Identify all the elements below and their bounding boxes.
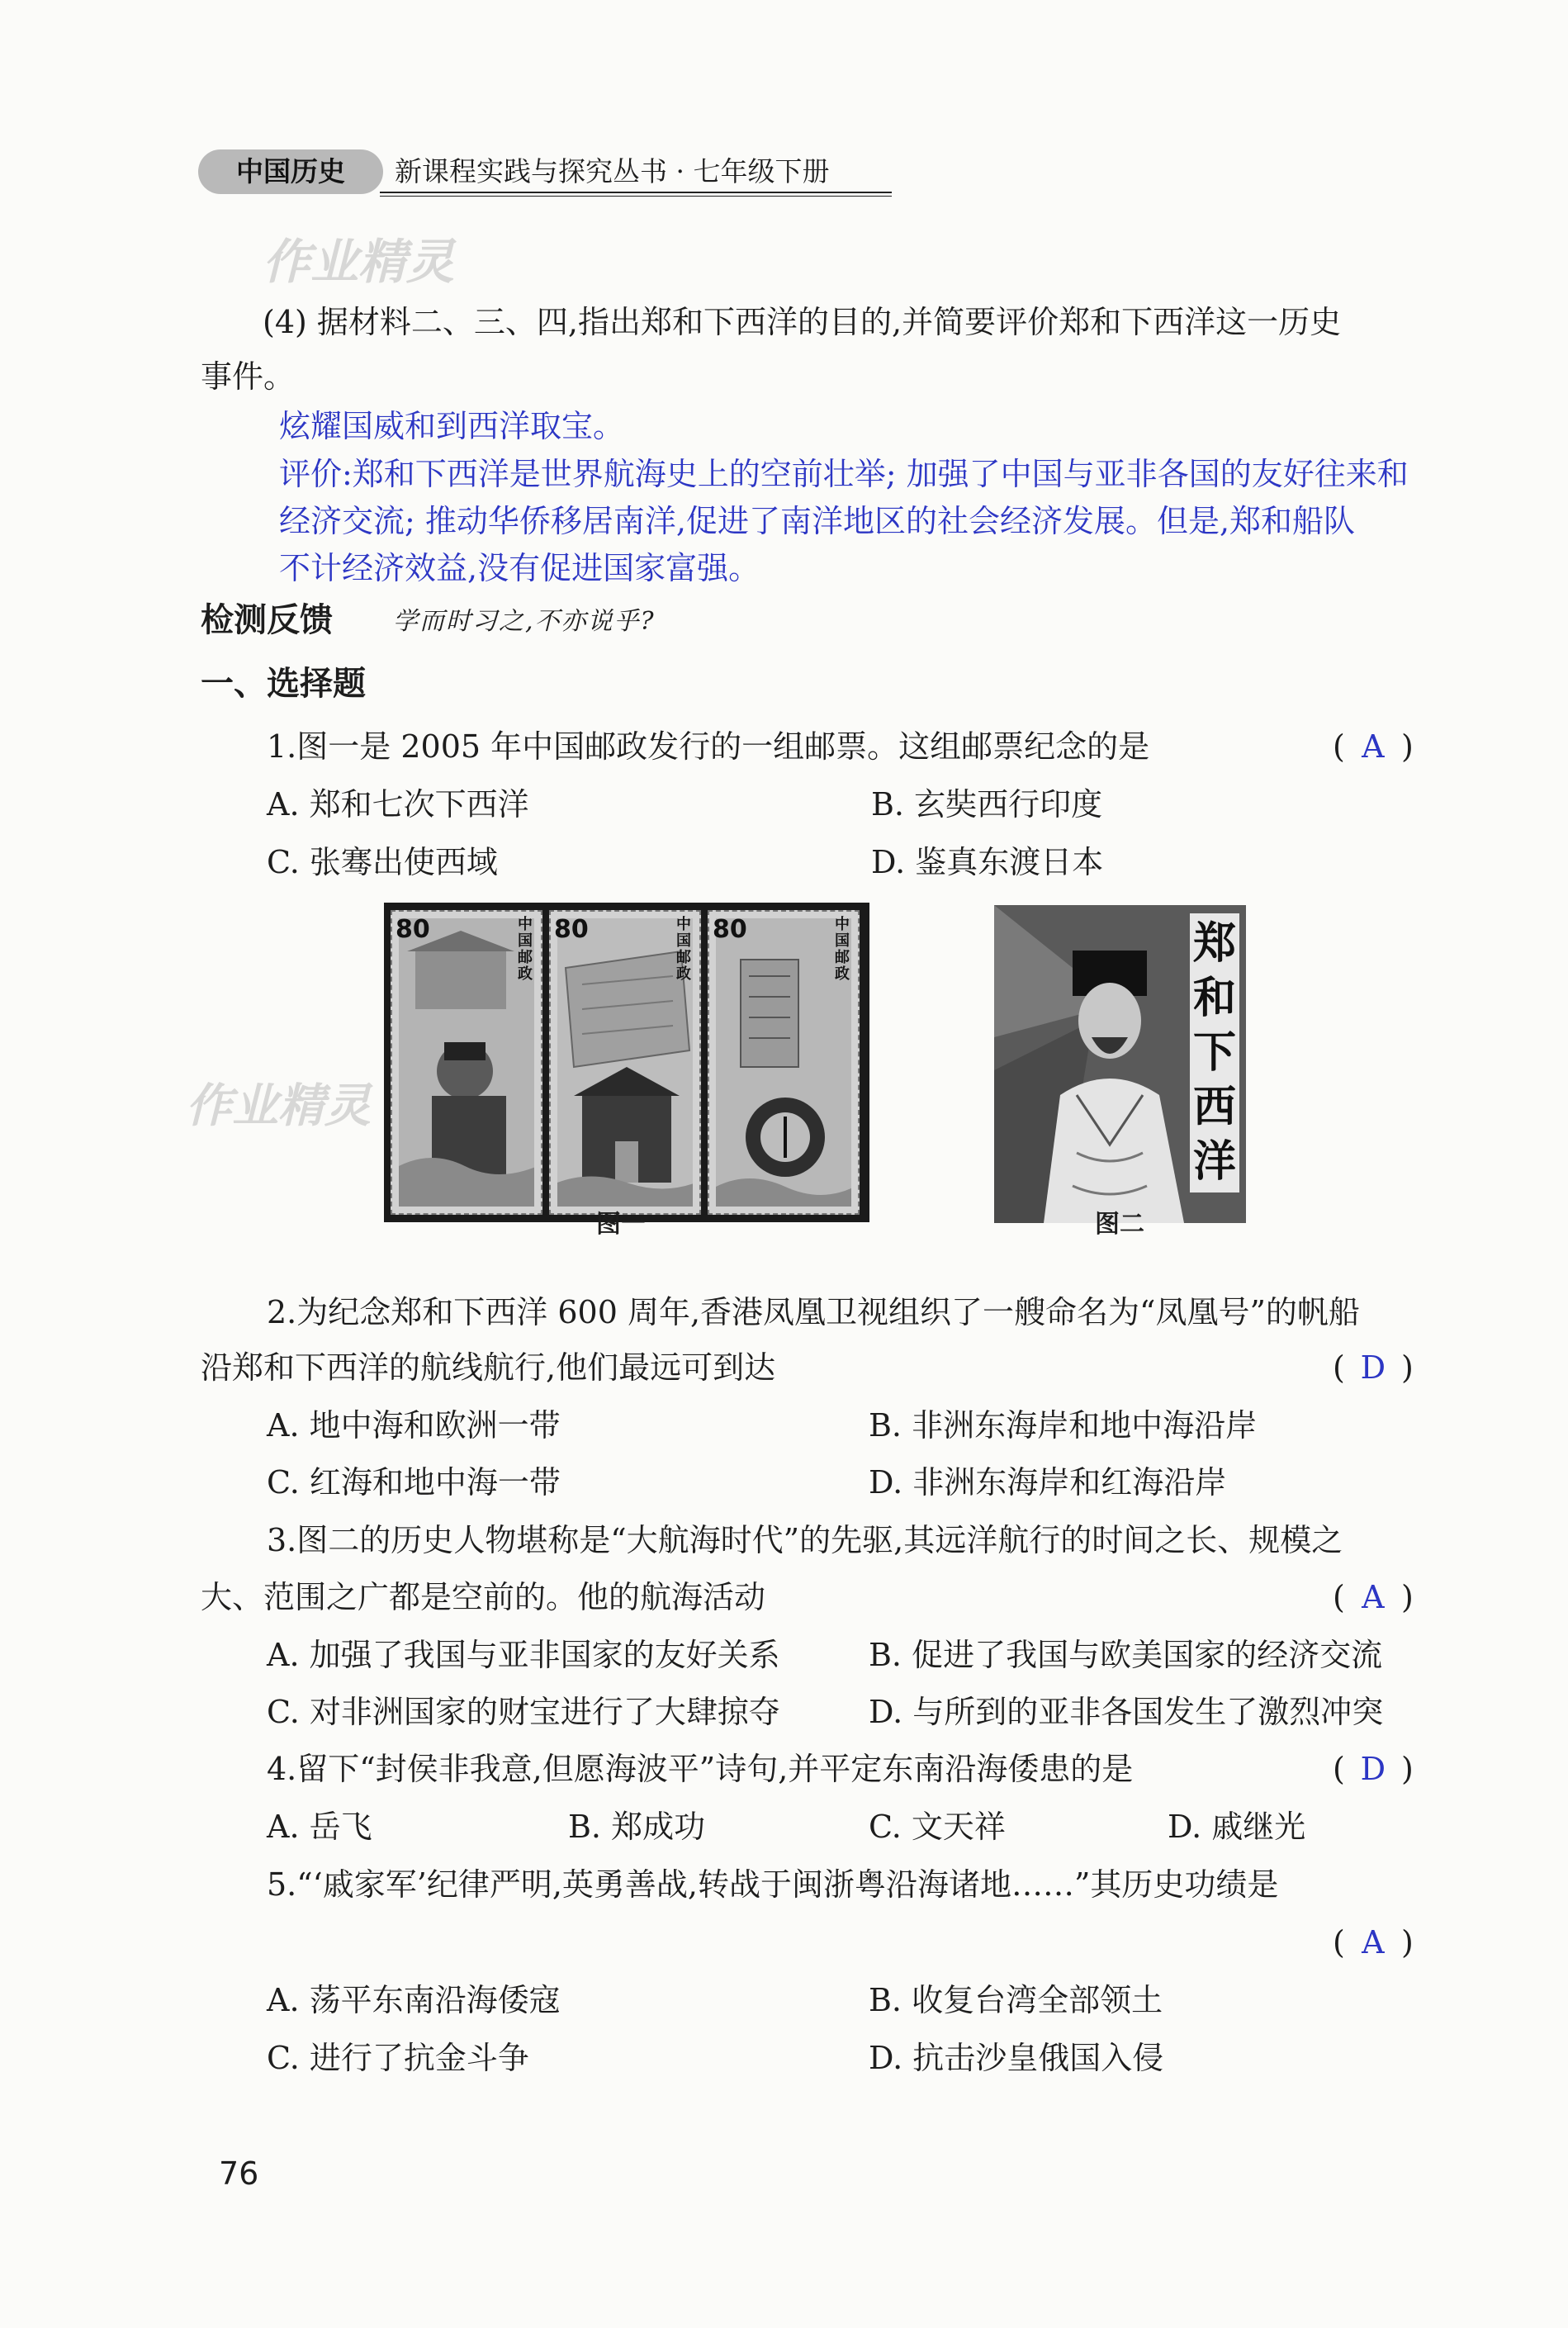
- q2-answer-box: ( D ): [1333, 1349, 1414, 1386]
- q2-option-b: B. 非洲东海岸和地中海沿岸: [869, 1407, 1258, 1444]
- q3-stem-line-1: 3.图二的历史人物堪称是“大航海时代”的先驱,其远洋航行的时间之长、规模之: [267, 1522, 1343, 1558]
- page-number: 76: [219, 2155, 259, 2192]
- q3-option-d: D. 与所到的亚非各国发生了激烈冲突: [869, 1694, 1384, 1730]
- stamp-2-value: 80: [554, 915, 589, 944]
- q5-option-d: D. 抗击沙皇俄国入侵: [869, 2040, 1164, 2076]
- figure-2-portrait: [994, 905, 1246, 1223]
- q4-text-line-1: (4) 据材料二、三、四,指出郑和下西洋的目的,并简要评价郑和下西洋这一历史: [263, 304, 1342, 340]
- section-title: 检测反馈: [201, 601, 333, 639]
- q3-option-b: B. 促进了我国与欧美国家的经济交流: [869, 1637, 1383, 1673]
- book-series-title: 新课程实践与探究丛书 · 七年级下册: [395, 155, 830, 187]
- choice-subtitle: 一、选择题: [201, 665, 366, 703]
- q5-answer: A: [1362, 1924, 1385, 1961]
- q5-option-a: A. 荡平东南沿海倭寇: [267, 1982, 561, 2018]
- q2-stem-line-1: 2.为纪念郑和下西洋 600 周年,香港凤凰卫视组织了一艘命名为“凤凰号”的帆船: [267, 1294, 1360, 1330]
- q4-answer-eval-line-2: 经济交流; 推动华侨移居南洋,促进了南洋地区的社会经济发展。但是,郑和船队: [279, 503, 1356, 539]
- q4c-answer-box: ( D ): [1333, 1751, 1414, 1787]
- q4c-stem: 4.留下“封侯非我意,但愿海波平”诗句,并平定东南沿海倭患的是: [267, 1751, 1134, 1787]
- stamp-1: [391, 910, 542, 1215]
- q2-option-a: A. 地中海和欧洲一带: [267, 1407, 561, 1444]
- q5-answer-box: ( A ): [1333, 1924, 1414, 1961]
- q4c-option-b: B. 郑成功: [568, 1809, 706, 1845]
- watermark-middle: 作业精灵: [186, 1079, 371, 1133]
- section-motto: 学而时习之,不亦说乎?: [393, 607, 656, 636]
- q4-text-line-2: 事件。: [201, 358, 296, 395]
- stamp-2: [549, 910, 701, 1215]
- q3-answer: A: [1362, 1579, 1385, 1615]
- q2-stem-line-2: 沿郑和下西洋的航线航行,他们最远可到达: [201, 1349, 776, 1386]
- q3-stem-line-2: 大、范围之广都是空前的。他的航海活动: [201, 1579, 766, 1615]
- q5-stem: 5.“‘戚家军’纪律严明,英勇善战,转战于闽浙粤沿海诸地……”其历史功绩是: [267, 1866, 1279, 1903]
- q2-answer: D: [1360, 1349, 1386, 1386]
- q2-option-d: D. 非洲东海岸和红海沿岸: [869, 1464, 1227, 1501]
- header-rule: [380, 192, 892, 193]
- stamp-3: [708, 910, 860, 1215]
- q1-stem: 1.图一是 2005 年中国邮政发行的一组邮票。这组邮票纪念的是: [267, 728, 1150, 765]
- q5-option-c: C. 进行了抗金斗争: [267, 2040, 529, 2076]
- stamp-1-value: 80: [396, 915, 430, 944]
- q1-option-c: C. 张骞出使西域: [267, 844, 498, 880]
- q5-option-b: B. 收复台湾全部领土: [869, 1982, 1163, 2018]
- q4-answer-eval-line-3: 不计经济效益,没有促进国家富强。: [279, 550, 760, 586]
- q4-answer-eval-line-1: 评价:郑和下西洋是世界航海史上的空前壮举; 加强了中国与亚非各国的友好往来和: [279, 456, 1409, 492]
- q4c-option-d: D. 戚继光: [1168, 1809, 1306, 1845]
- q2-option-c: C. 红海和地中海一带: [267, 1464, 561, 1501]
- q3-option-c: C. 对非洲国家的财宝进行了大肆掠夺: [267, 1694, 780, 1730]
- figure-2-caption: 图二: [1095, 1210, 1144, 1239]
- figure-1-stamps: [384, 903, 869, 1222]
- stamp-2-post: 中国邮政: [676, 916, 691, 983]
- figure-1-caption: 图一: [596, 1210, 646, 1239]
- stamp-1-post: 中国邮政: [518, 916, 533, 983]
- q1-option-d: D. 鉴真东渡日本: [871, 844, 1104, 880]
- q4c-option-a: A. 岳飞: [267, 1809, 372, 1845]
- watermark-top: 作业精灵: [263, 234, 455, 290]
- q4-answer-purpose: 炫耀国威和到西洋取宝。: [279, 408, 625, 444]
- stamp-3-value: 80: [713, 915, 747, 944]
- q1-option-a: A. 郑和七次下西洋: [267, 786, 529, 823]
- q4c-answer: D: [1360, 1751, 1386, 1787]
- q1-option-b: B. 玄奘西行印度: [871, 786, 1103, 823]
- header-rule-thin: [380, 196, 892, 197]
- q4c-option-c: C. 文天祥: [869, 1809, 1006, 1845]
- subject-badge: 中国历史: [198, 149, 383, 194]
- q1-answer: A: [1362, 728, 1385, 765]
- q3-option-a: A. 加强了我国与亚非国家的友好关系: [267, 1637, 780, 1673]
- q1-answer-box: ( A ): [1333, 728, 1414, 765]
- portrait-title: 郑和下西洋: [1190, 913, 1239, 1192]
- stamp-3-post: 中国邮政: [835, 916, 850, 983]
- q3-answer-box: ( A ): [1333, 1579, 1414, 1615]
